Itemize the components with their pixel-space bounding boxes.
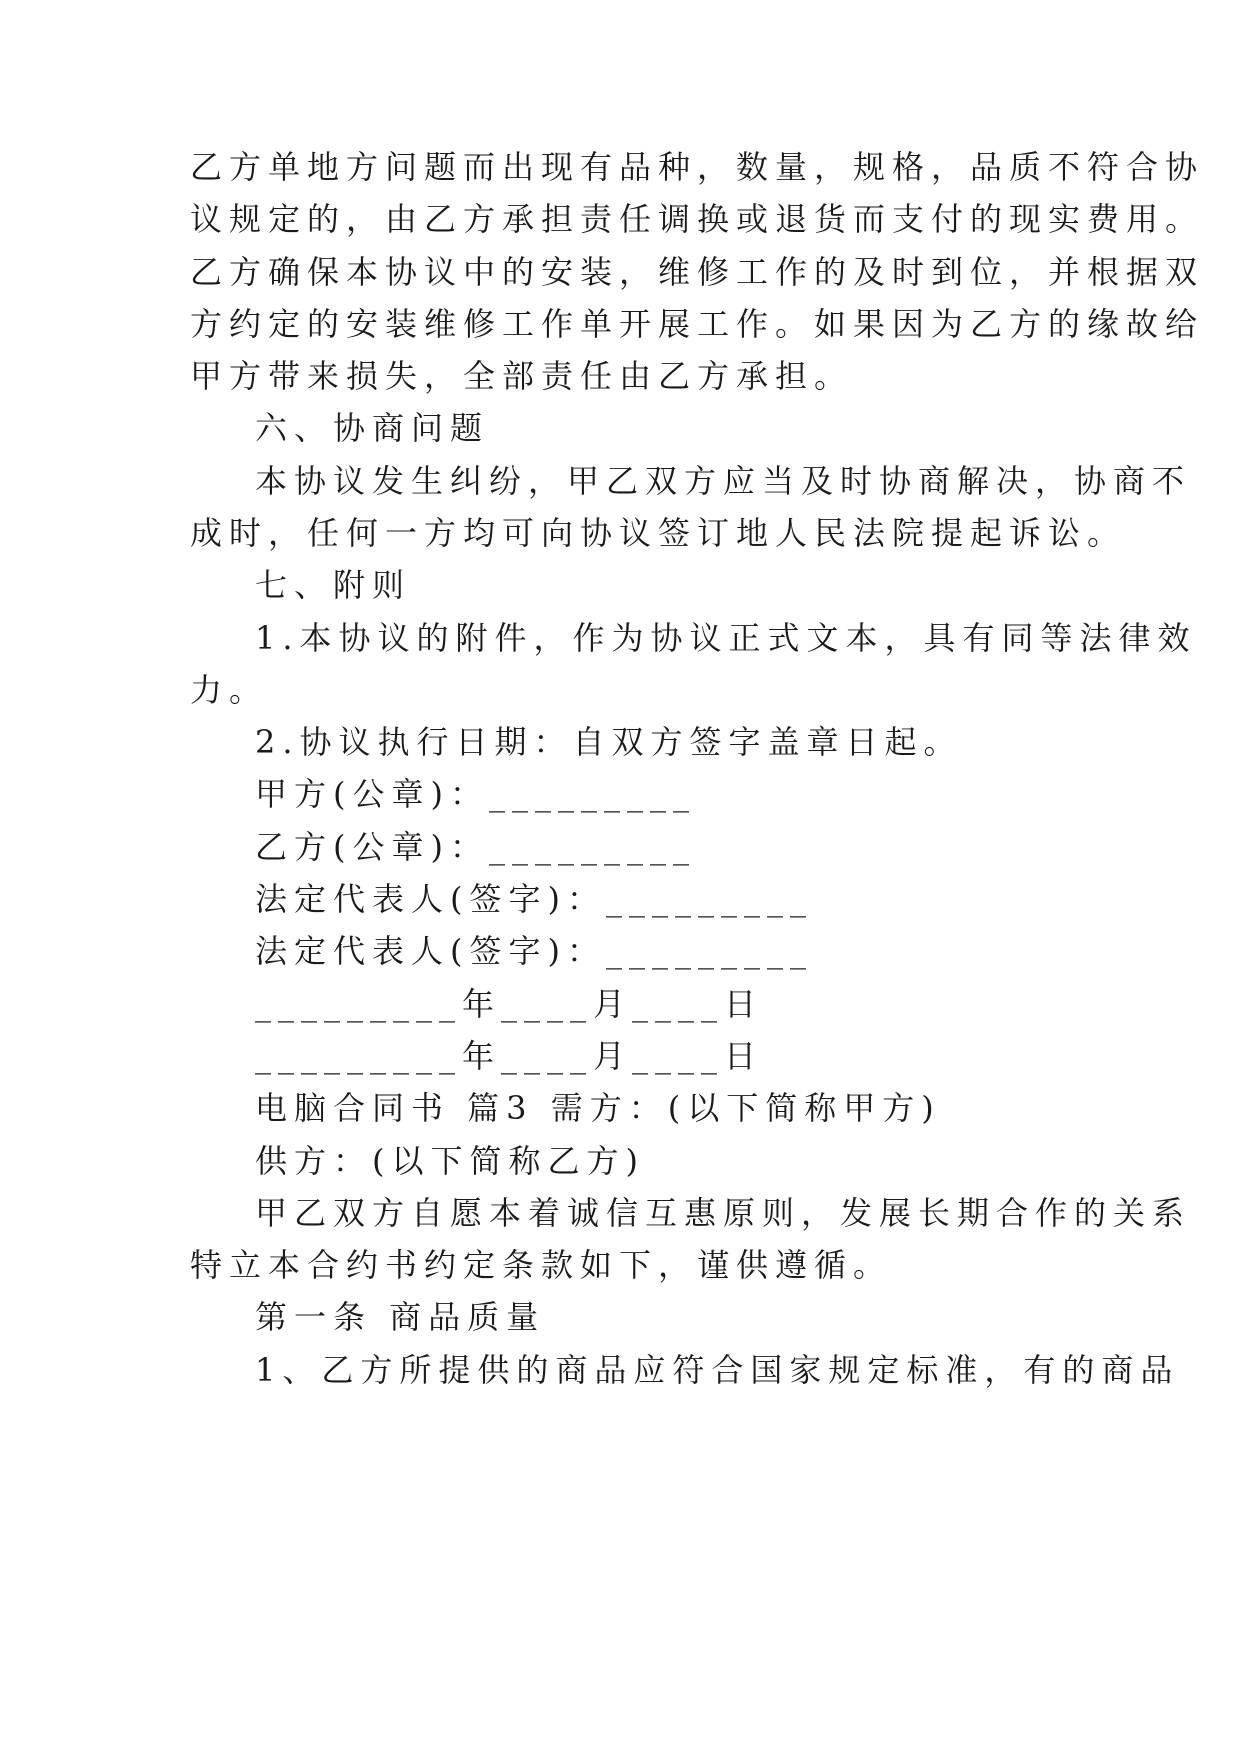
paragraph-line: 乙方确保本协议中的安装，维修工作的及时到位，并根据双 [190,253,1205,291]
paragraph-line: 甲乙双方自愿本着诚信互惠原则，发展长期合作的关系 [255,1194,1192,1232]
section-heading: 七、附则 [255,566,412,604]
signature-field-party-b: 乙方(公章)：_________ [255,828,696,866]
paragraph-line: 本协议发生纠纷，甲乙双方应当及时协商解决，协商不 [255,462,1192,500]
signature-field-party-a: 甲方(公章)：_________ [255,775,696,813]
paragraph-line: 方约定的安装维修工作单开展工作。如果因为乙方的缘故给 [190,305,1205,343]
signature-field-representative: 法定代表人(签字)：_________ [255,932,813,970]
date-field: _________年____月____日 [255,1037,764,1075]
paragraph-line: 力。 [190,671,269,709]
signature-field-representative: 法定代表人(签字)：_________ [255,880,813,918]
contract-heading: 电脑合同书 篇3 需方：(以下简称甲方) [255,1089,941,1127]
paragraph-line: 特立本合约书约定条款如下，谨供遵循。 [190,1246,893,1284]
paragraph-line: 甲方带来损失，全部责任由乙方承担。 [190,357,854,395]
paragraph-line: 议规定的，由乙方承担责任调换或退货而支付的现实费用。 [190,200,1205,238]
paragraph-line: 1.本协议的附件，作为协议正式文本，具有同等法律效 [255,619,1197,657]
paragraph-line: 1、乙方所提供的商品应符合国家规定标准，有的商品 [255,1351,1180,1389]
section-heading: 第一条 商品质量 [255,1298,546,1336]
date-field: _________年____月____日 [255,985,764,1023]
paragraph-line: 2.协议执行日期：自双方签字盖章日起。 [255,723,963,761]
paragraph-line: 成时，任何一方均可向协议签订地人民法院提起诉讼。 [190,514,1127,552]
paragraph-line: 乙方单地方问题而出现有品种，数量，规格，品质不符合协 [190,148,1205,186]
section-heading: 六、协商问题 [255,409,490,447]
paragraph-line: 供方：(以下简称乙方) [255,1142,645,1180]
